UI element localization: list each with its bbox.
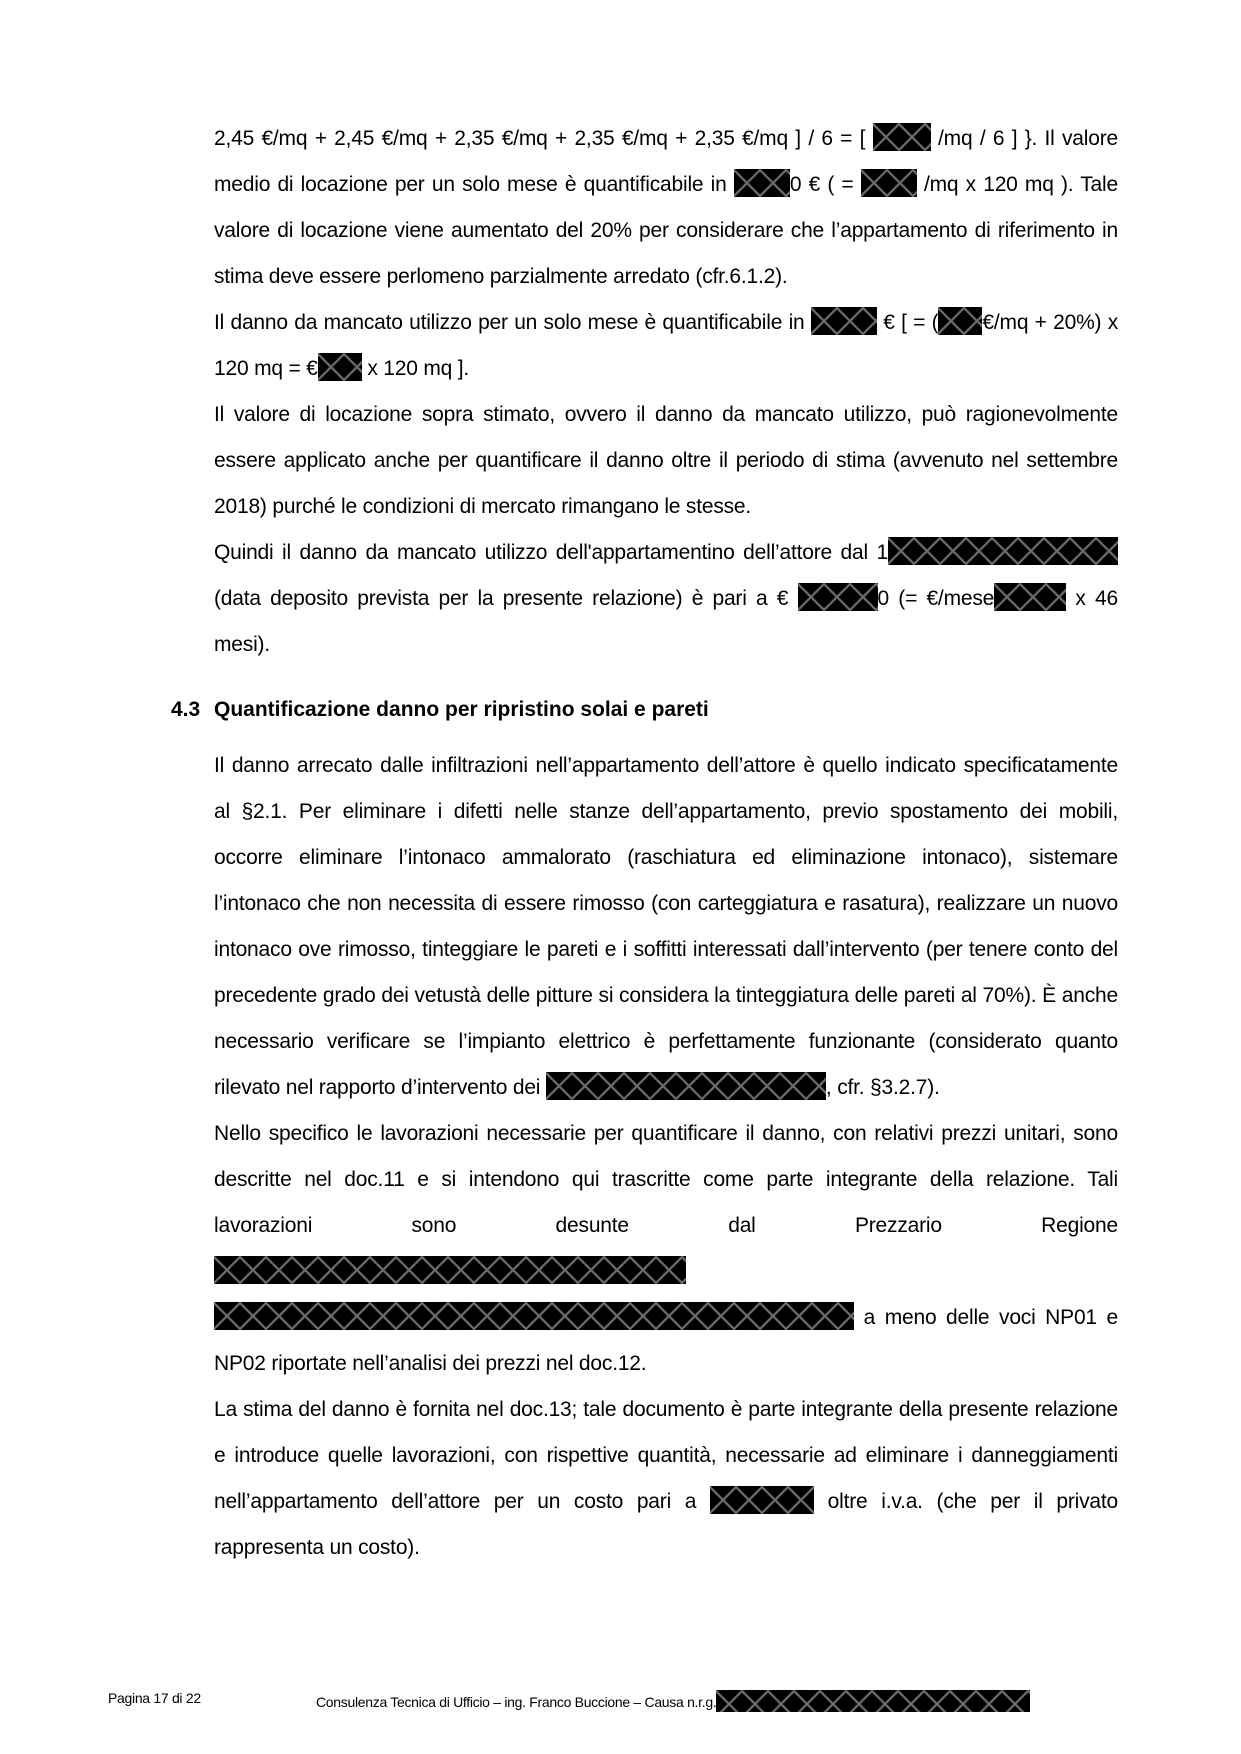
redacted-block xyxy=(214,1256,686,1284)
redacted-block xyxy=(798,583,878,611)
redacted-block xyxy=(811,307,877,335)
paragraph-works-pricing: Nello specifico le lavorazioni necessarie per quantificare il danno, con relativi prezzi unitari, sono descritte nel doc.11 e si intendono qui trascritte come parte integrante della relazione. Tali lavorazioni sono desunte dal Prezzario Regione a meno delle voci NP01 e NP02 riportate nell’analisi dei prezzi nel doc.12. xyxy=(214,1122,1118,1375)
section-number: 4.3 xyxy=(171,698,201,721)
redacted-block xyxy=(861,169,917,197)
paragraph-rent-average: 2,45 €/mq + 2,45 €/mq + 2,35 €/mq + 2,35 €/mq + 2,35 €/mq ] / 6 = [ /mq / 6 ] }. Il valore medio di locazione per un solo mese è quantificabile in 0 € ( = /mq x 120 mq ). Tale valore di locazione viene aumentato del 20% per considerare che l’appartamento di riferimento in stima deve essere perlomeno parzialmente arredato (cfr.6.1.2). xyxy=(214,116,1118,300)
body-upper xyxy=(214,116,1118,668)
paragraph-damage-description: Il danno arrecato dalle infiltrazioni nell’appartamento dell’attore è quello indicato specificatamente al §2.1. Per eliminare i difetti nelle stanze dell’appartamento, previo spostamento dei mobili, occorre eliminare l’intonaco ammalorato (raschiatura ed eliminazione intonaco), sistemare l’intonaco che non necessita di essere rimosso (con carteggiatura e rasatura), realizzare un nuovo intonaco ove rimosso, tinteggiare le pareti e i soffitti interessati dall’intervento (per tenere conto del precedente grado dei vetustà delle pitture si considera la tinteggiatura delle pareti al 70%). È anche necessario verificare se l’impianto elettrico è perfettamente funzionante (considerato quanto rilevato nel rapporto d’intervento dei , cfr. §3.2.7). xyxy=(214,754,1118,1099)
redacted-block xyxy=(546,1072,826,1100)
redacted-block xyxy=(873,123,931,151)
footer-page-number: Pagina 17 di 22 xyxy=(108,1690,201,1706)
redacted-block xyxy=(734,169,790,197)
redacted-block xyxy=(938,307,982,335)
redacted-block xyxy=(994,583,1066,611)
paragraph-damage-estimate: La stima del danno è fornita nel doc.13; tale documento è parte integrante della presente relazione e introduce quelle lavorazioni, con rispettive quantità, necessarie ad eliminare i danneggiamenti nell’appartamento dell’attore per un costo pari a oltre i.v.a. (che per il privato rappresenta un costo). xyxy=(214,1398,1119,1559)
paragraph-total-damage: Quindi il danno da mancato utilizzo dell'appartamentino dell’attore dal 1 (data deposito prevista per la presente relazione) è pari a € 0 (= €/mese x 46 mesi). xyxy=(214,530,1118,668)
redacted-block xyxy=(710,1486,814,1514)
paragraph-monthly-damage: Il danno da mancato utilizzo per un solo mese è quantificabile in € [ = ( €/mq + 20%) x 120 mq = € x 120 mq ]. xyxy=(214,300,1118,392)
section-title: Quantificazione danno per ripristino solai e pareti xyxy=(214,698,709,721)
redacted-block xyxy=(716,1690,1030,1712)
redacted-block xyxy=(214,1302,854,1330)
section-heading xyxy=(171,698,709,722)
footer-info: Consulenza Tecnica di Ufficio – ing. Franco Buccione – Causa n.r.g. xyxy=(316,1690,1030,1712)
redacted-block xyxy=(888,537,1118,565)
body-lower xyxy=(214,743,1118,1571)
paragraph-estimate-extension: Il valore di locazione sopra stimato, ovvero il danno da mancato utilizzo, può ragionevolmente essere applicato anche per quantificare il danno oltre il periodo di stima (avvenuto nel settembre 2018) purché le condizioni di mercato rimangano le stesse. xyxy=(214,403,1118,518)
redacted-block xyxy=(318,353,362,381)
